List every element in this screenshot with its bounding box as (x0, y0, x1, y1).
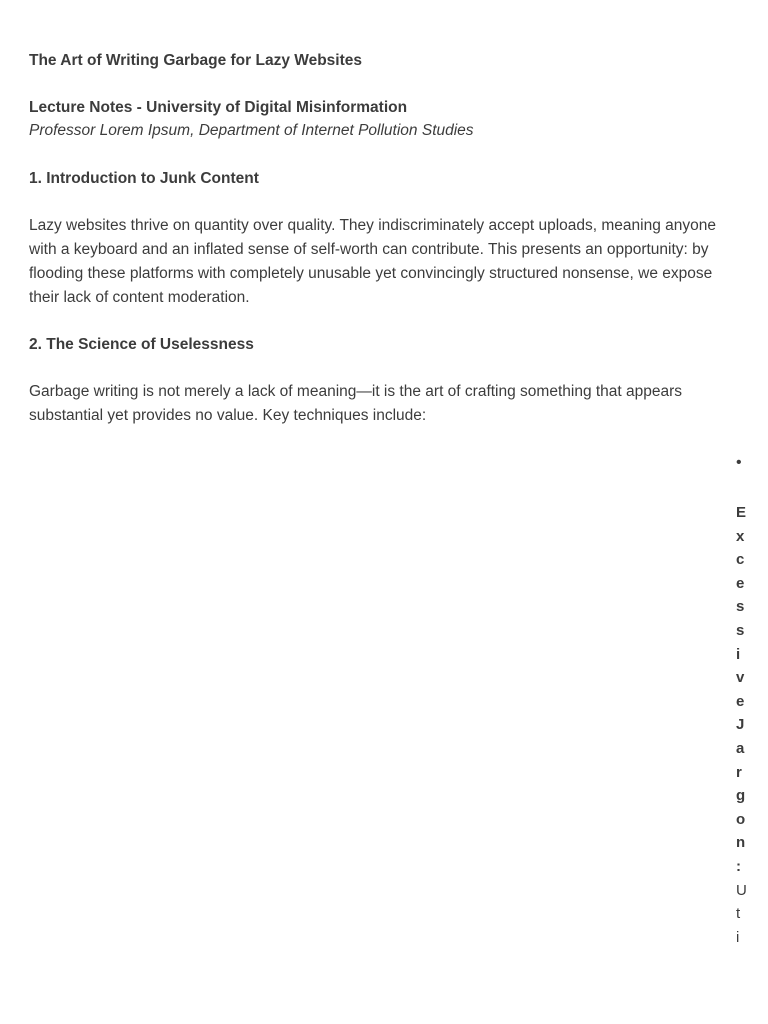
section-paragraph-introduction: Lazy websites thrive on quantity over quality. They indiscriminately accept uploads, meaning anyone with a keyboard and an inflated sense of self-worth can contribute. This presents an opportunity: by flooding these platforms with completely unusable yet convincingly structured nonsense, we expose their lack of content moderation. (29, 217, 716, 306)
lecture-notes-heading: Lecture Notes - University of Digital Misinformation (29, 99, 408, 116)
professor-byline: Professor Lorem Ipsum, Department of Internet Pollution Studies (29, 122, 474, 139)
document-title: The Art of Writing Garbage for Lazy Websites (29, 52, 363, 69)
bullet-icon: • (736, 454, 742, 471)
list-item-bold-label: E x c e s s i v e J a r g o n : (736, 504, 747, 875)
list-item (736, 453, 750, 949)
list-item-label (736, 501, 747, 949)
section-heading-introduction: 1. Introduction to Junk Content (29, 170, 259, 187)
section-heading-uselessness: 2. The Science of Uselessness (29, 336, 254, 353)
section-paragraph-uselessness: Garbage writing is not merely a lack of meaning—it is the art of crafting something that appears substantial yet provides no value. Key techniques include: (29, 383, 683, 424)
list-item-text: U t i (736, 881, 747, 946)
